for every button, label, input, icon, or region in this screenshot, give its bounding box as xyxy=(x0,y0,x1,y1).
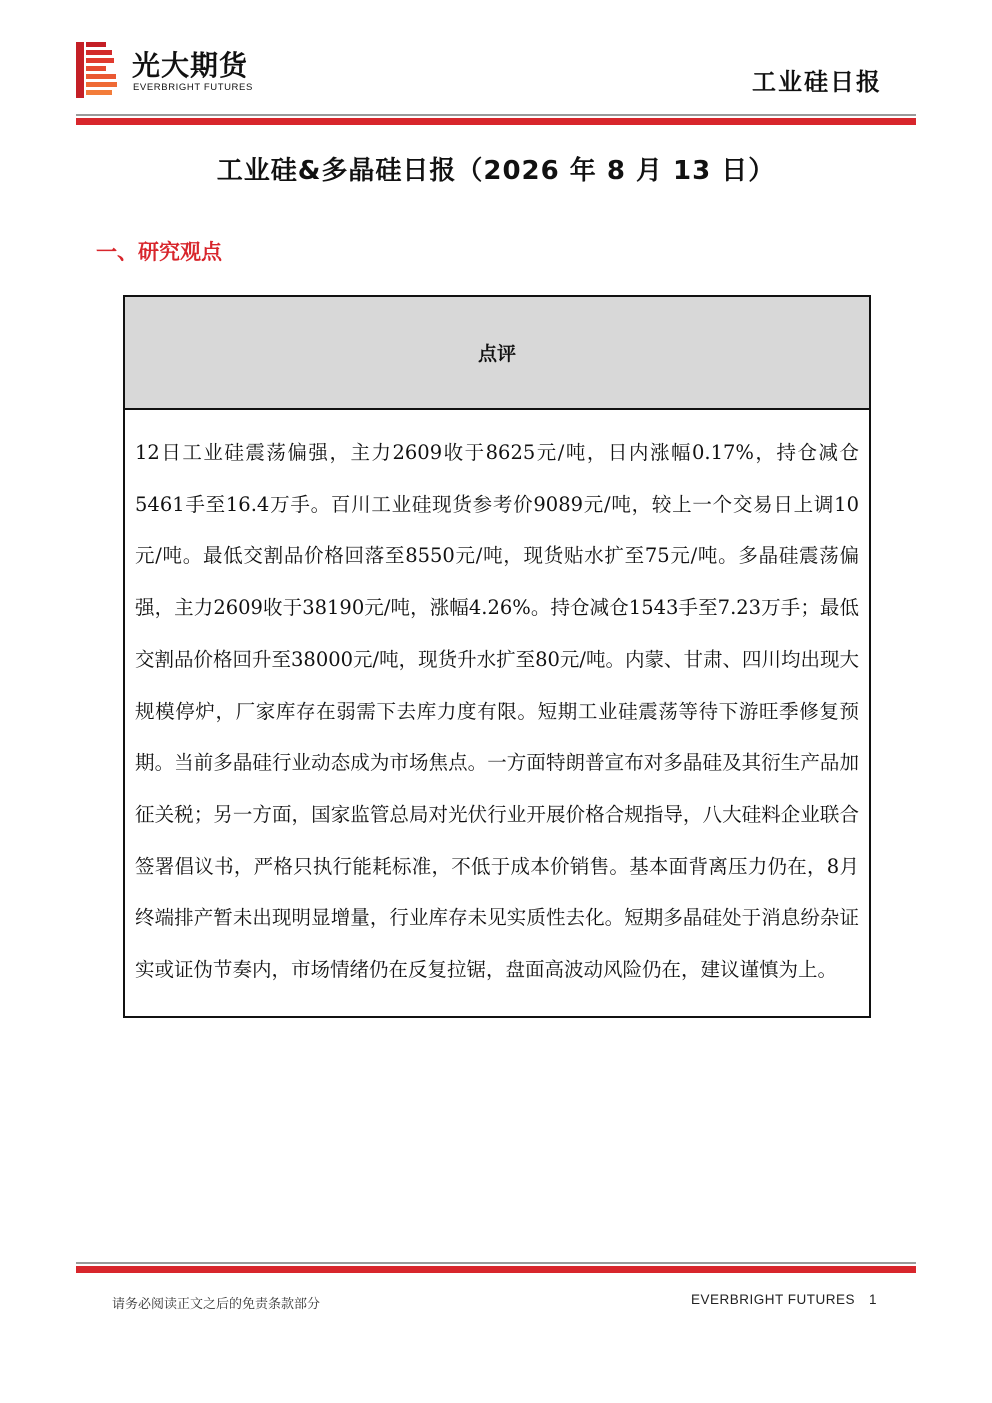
review-table-body: 12日工业硅震荡偏强，主力2609收于8625元/吨，日内涨幅0.17%，持仓减仓5461手至16.4万手。百川工业硅现货参考价9089元/吨，较上一个交易日上调10元/吨。最低交割品价格回落至8550元/吨，现货贴水扩至75元/吨。多晶硅震荡偏强，主力2609收于38190元/吨，涨幅4.26%。持仓减仓1543手至7.23万手；最低交割品价格回升至38000元/吨，现货升水扩至80元/吨。内蒙、甘肃、四川均出现大规模停炉，厂家库存在弱需下去库力度有限。短期工业硅震荡等待下游旺季修复预期。当前多晶硅行业动态成为市场焦点。一方面特朗普宣布对多晶硅及其衍生产品加征关税；另一方面，国家监管总局对光伏行业开展价格合规指导，八大硅料企业联合签署倡议书，严格只执行能耗标准，不低于成本价销售。基本面背离压力仍在，8月终端排产暂未出现明显增量，行业库存未见实质性去化。短期多晶硅处于消息纷杂证实或证伪节奏内，市场情绪仍在反复拉锯，盘面高波动风险仍在，建议谨慎为上。 xyxy=(135,441,859,982)
everbright-logo-icon xyxy=(76,42,118,98)
company-logo xyxy=(76,42,286,98)
footer-brand-name: EVERBRIGHT FUTURES xyxy=(690,1292,855,1307)
header-divider xyxy=(76,114,916,125)
logo-name-en: EVERBRIGHT FUTURES xyxy=(133,82,253,93)
review-table-header: 点评 xyxy=(125,297,869,410)
review-table xyxy=(123,295,871,1018)
document-title: 工业硅&多晶硅日报（2026 年 8 月 13 日） xyxy=(216,156,776,186)
footer-divider xyxy=(76,1262,916,1273)
logo-name-cn: 光大期货 xyxy=(132,49,249,82)
footer-disclaimer: 请务必阅读正文之后的免责条款部分 xyxy=(112,1297,321,1312)
page-number: 1 xyxy=(868,1292,877,1307)
section-heading: 一、研究观点 xyxy=(96,240,222,264)
footer-brand xyxy=(691,1292,877,1307)
report-type-title: 工业硅日报 xyxy=(752,68,882,96)
